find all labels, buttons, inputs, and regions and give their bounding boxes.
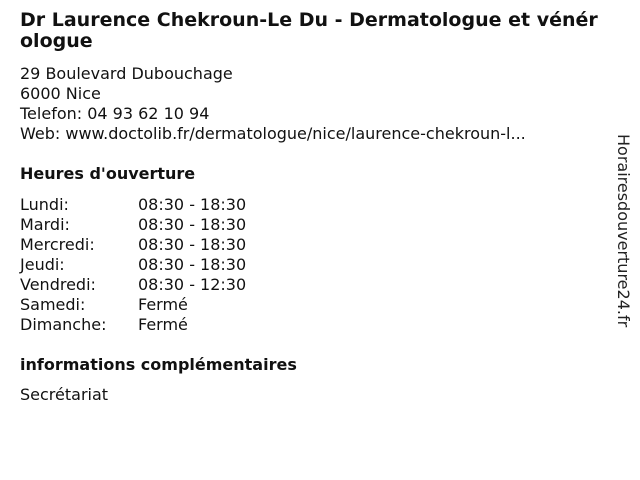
day-label: Mardi: <box>20 215 70 234</box>
day-label: Vendredi: <box>20 275 96 294</box>
time-value: 08:30 - 18:30 <box>138 195 247 214</box>
contact-block <box>20 64 610 144</box>
info-heading: informations complémentaires <box>20 355 297 374</box>
hours-row-samedi <box>20 295 610 315</box>
hours-row-mardi <box>20 215 610 235</box>
day-label: Mercredi: <box>20 235 95 254</box>
info-text: Secrétariat <box>20 385 109 404</box>
day-label: Samedi: <box>20 295 86 314</box>
website-link[interactable]: Web: www.doctolib.fr/dermatologue/nice/laurence-chekroun-l... <box>20 124 526 143</box>
time-value: 08:30 - 12:30 <box>138 275 247 294</box>
hours-row-dimanche <box>20 315 610 335</box>
time-value: Fermé <box>138 295 188 314</box>
day-label: Lundi: <box>20 195 69 214</box>
hours-heading: Heures d'ouverture <box>20 164 196 183</box>
time-value: Fermé <box>138 315 188 334</box>
time-value: 08:30 - 18:30 <box>138 215 247 234</box>
day-label: Jeudi: <box>20 255 65 274</box>
time-value: 08:30 - 18:30 <box>138 255 247 274</box>
hours-row-lundi <box>20 195 610 215</box>
hours-row-mercredi <box>20 235 610 255</box>
address-line: 29 Boulevard Dubouchage <box>20 64 233 83</box>
page-title: Dr Laurence Chekroun-Le Du - Dermatologue et vénérologue <box>20 9 598 52</box>
hours-row-jeudi <box>20 255 610 275</box>
phone-line[interactable]: Telefon: 04 93 62 10 94 <box>20 104 210 123</box>
opening-hours-table <box>20 195 610 335</box>
time-value: 08:30 - 18:30 <box>138 235 247 254</box>
city-line: 6000 Nice <box>20 84 101 103</box>
day-label: Dimanche: <box>20 315 107 334</box>
hours-row-vendredi <box>20 275 610 295</box>
listing-page <box>20 10 610 405</box>
site-watermark: Horairesdouverture24.fr <box>614 134 633 328</box>
